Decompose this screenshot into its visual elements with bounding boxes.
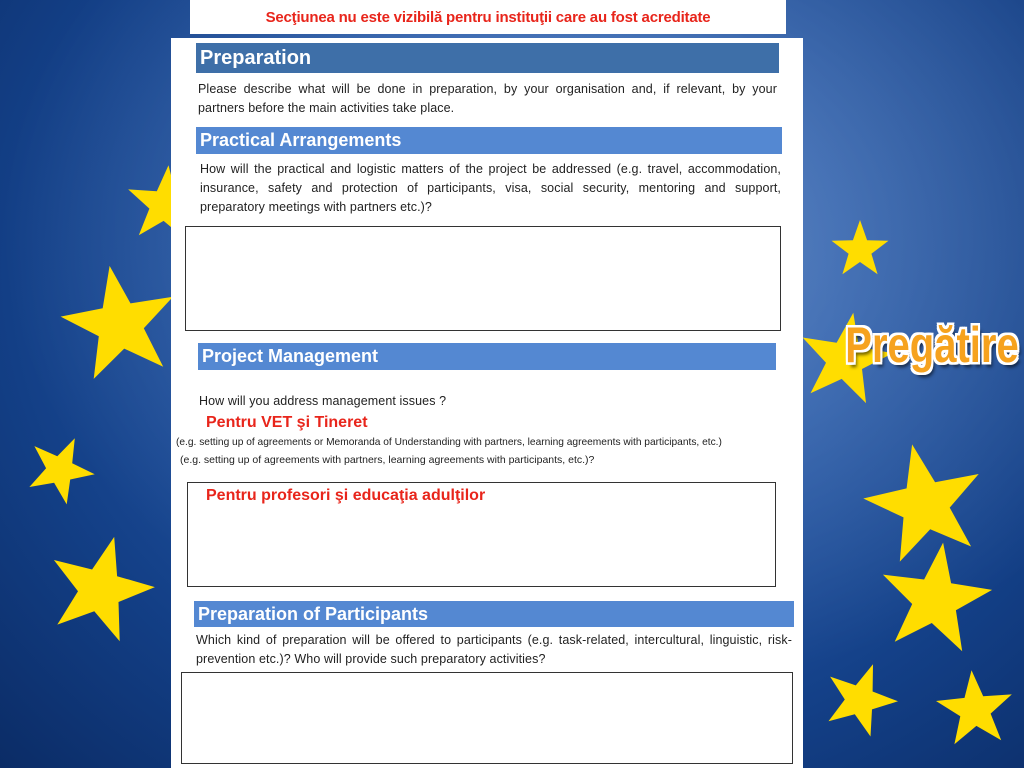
preparation-of-participants-answer[interactable]: [181, 672, 793, 764]
project-management-question: How will you address management issues ?: [199, 394, 447, 408]
preparation-heading: Preparation: [196, 43, 779, 73]
banner-text: Secţiunea nu este vizibilă pentru instituţii care au fost acreditate: [265, 8, 711, 26]
side-title: Pregătire: [845, 318, 1019, 374]
project-management-heading: Project Management: [198, 343, 776, 370]
form-sheet: [171, 38, 803, 768]
practical-arrangements-question: How will the practical and logistic matters of the project be addressed (e.g. travel, accommodation, insurance, safety and protection of participants, visa, social security, mentoring and support, preparatory meetings with partners etc.)?: [200, 162, 781, 214]
preparation-of-participants-heading: Preparation of Participants: [194, 601, 794, 627]
vet-youth-note: Pentru VET şi Tineret: [206, 414, 368, 431]
practical-arrangements-heading: Practical Arrangements: [196, 127, 782, 154]
preparation-of-participants-question: Which kind of preparation will be offered to participants (e.g. task-related, intercultural, linguistic, risk-prevention etc.)? Who will provide such preparatory activities?: [196, 633, 792, 666]
practical-arrangements-answer[interactable]: [185, 226, 781, 331]
vet-example-text: (e.g. setting up of agreements or Memoranda of Understanding with partners, learning agreements with participants, etc.): [176, 436, 798, 450]
school-example-text: (e.g. setting up of agreements with partners, learning agreements with participants, etc.)?: [180, 454, 595, 466]
teachers-adult-note: Pentru profesori şi educaţia adulţilor: [206, 487, 486, 504]
preparation-description: Please describe what will be done in preparation, by your organisation and, if relevant, by your partners before the main activities take place.: [198, 82, 777, 115]
accreditation-banner: [190, 0, 786, 34]
